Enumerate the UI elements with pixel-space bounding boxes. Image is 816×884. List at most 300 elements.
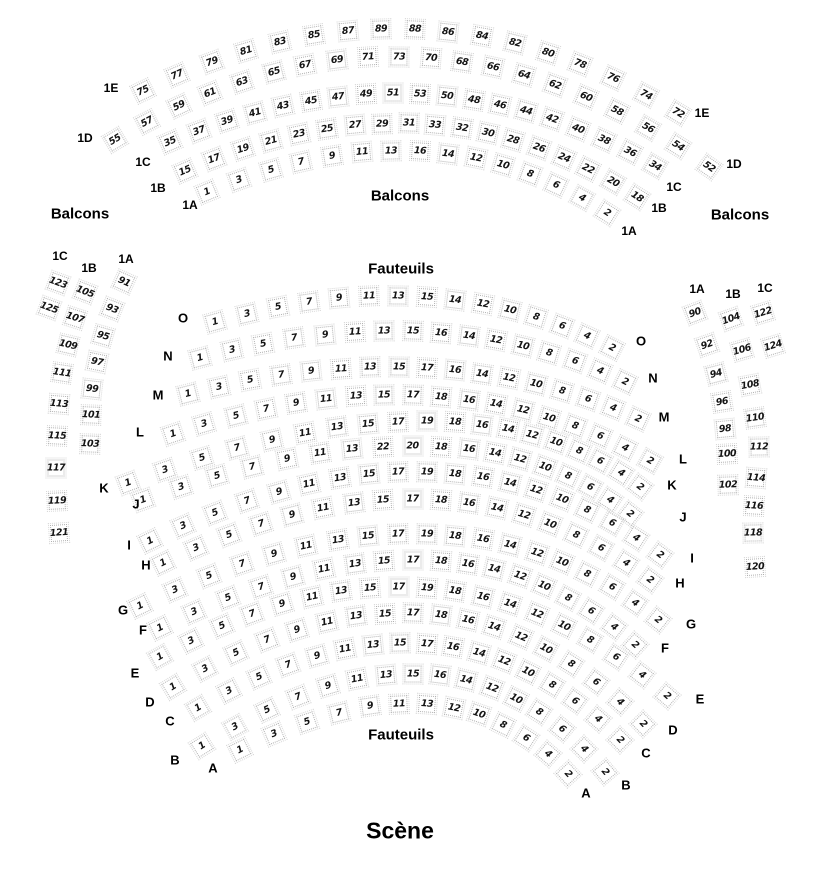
- seat-C-8[interactable]: [540, 674, 563, 697]
- seat-K-12[interactable]: [522, 424, 543, 445]
- seat-L-7[interactable]: [256, 399, 276, 419]
- seat-J-10[interactable]: [534, 456, 556, 478]
- seat-C-16[interactable]: [443, 637, 463, 657]
- seat-J-5[interactable]: [207, 466, 228, 487]
- seat-1C-42[interactable]: [542, 108, 564, 130]
- seat-E-3[interactable]: [180, 629, 203, 652]
- seat-1C-53[interactable]: [411, 85, 429, 103]
- seat-G-11[interactable]: [296, 536, 316, 556]
- seat-C-12[interactable]: [493, 650, 515, 672]
- seat-N-7[interactable]: [285, 329, 304, 348]
- seat-A-4[interactable]: [536, 742, 560, 766]
- seat-G-2[interactable]: [646, 608, 670, 632]
- seat-L-1B-111[interactable]: [52, 363, 71, 382]
- seat-1A-4[interactable]: [570, 186, 593, 209]
- seat-1D-58[interactable]: [605, 100, 628, 123]
- seat-B-10[interactable]: [504, 687, 527, 710]
- seat-F-13[interactable]: [345, 554, 364, 573]
- seat-B-3[interactable]: [223, 715, 246, 738]
- seat-1D-52[interactable]: [697, 155, 721, 179]
- seat-R-1A-96[interactable]: [712, 392, 732, 412]
- seat-G-13[interactable]: [328, 531, 348, 551]
- seat-O-14[interactable]: [446, 290, 465, 309]
- seat-L-14[interactable]: [486, 394, 506, 414]
- seat-F-7[interactable]: [250, 576, 271, 597]
- seat-I-13[interactable]: [330, 468, 349, 487]
- seat-I-5[interactable]: [204, 502, 226, 524]
- seat-H-14[interactable]: [487, 498, 507, 518]
- seat-1C-46[interactable]: [490, 95, 510, 115]
- seat-D-18[interactable]: [431, 606, 450, 625]
- seat-C-2[interactable]: [608, 728, 632, 752]
- seat-I-4[interactable]: [625, 526, 649, 550]
- seat-1E-88[interactable]: [406, 20, 424, 38]
- seat-O-7[interactable]: [300, 292, 319, 311]
- seat-1D-67[interactable]: [295, 55, 315, 75]
- seat-L-2[interactable]: [638, 449, 661, 472]
- seat-F-5[interactable]: [217, 587, 239, 609]
- seat-I-2[interactable]: [648, 543, 672, 567]
- seat-1D-73[interactable]: [391, 48, 408, 65]
- seat-E-19[interactable]: [418, 579, 436, 597]
- seat-1C-47[interactable]: [329, 87, 348, 106]
- seat-E-11[interactable]: [302, 587, 322, 607]
- seat-B-13[interactable]: [376, 665, 395, 684]
- seat-N-2[interactable]: [614, 371, 637, 394]
- seat-E-5[interactable]: [210, 615, 232, 637]
- seat-R-1C-124[interactable]: [762, 335, 783, 356]
- seat-1B-32[interactable]: [452, 118, 471, 137]
- seat-D-5[interactable]: [225, 642, 248, 665]
- seat-1D-64[interactable]: [513, 65, 534, 86]
- seat-O-3[interactable]: [237, 304, 257, 324]
- seat-1E-76[interactable]: [602, 67, 625, 90]
- seat-R-1A-94[interactable]: [706, 364, 727, 385]
- seat-1D-66[interactable]: [483, 57, 503, 77]
- seat-H-3[interactable]: [185, 537, 207, 559]
- seat-I-17[interactable]: [390, 463, 408, 481]
- seat-1E-74[interactable]: [634, 83, 657, 106]
- seat-I-16[interactable]: [473, 468, 493, 488]
- seat-K-1[interactable]: [117, 472, 139, 494]
- seat-J-6[interactable]: [578, 475, 601, 498]
- seat-E-1[interactable]: [148, 645, 171, 668]
- seat-C-14[interactable]: [468, 643, 489, 664]
- seat-1D-57[interactable]: [135, 111, 158, 134]
- seat-H-9[interactable]: [282, 504, 303, 525]
- seat-L-1A-97[interactable]: [87, 352, 107, 372]
- seat-E-14[interactable]: [499, 594, 520, 615]
- seat-G-3[interactable]: [163, 579, 185, 601]
- seat-O-15[interactable]: [418, 288, 436, 306]
- seat-M-14[interactable]: [473, 364, 492, 383]
- seat-G-17[interactable]: [389, 525, 407, 543]
- seat-N-10[interactable]: [513, 336, 533, 356]
- seat-K-13[interactable]: [327, 418, 346, 437]
- seat-1D-71[interactable]: [359, 48, 377, 66]
- seat-C-17[interactable]: [418, 635, 436, 653]
- seat-B-15[interactable]: [405, 665, 422, 682]
- seat-B-9[interactable]: [317, 676, 338, 697]
- seat-L-12[interactable]: [512, 400, 533, 421]
- seat-K-8[interactable]: [567, 440, 589, 462]
- seat-F-15[interactable]: [375, 552, 393, 570]
- seat-1C-39[interactable]: [216, 110, 237, 131]
- seat-L-1[interactable]: [162, 423, 183, 444]
- seat-L-1A-103[interactable]: [81, 435, 99, 453]
- seat-D-3[interactable]: [193, 657, 216, 680]
- seat-1E-87[interactable]: [339, 22, 358, 41]
- seat-A-8[interactable]: [492, 713, 515, 736]
- seat-J-13[interactable]: [343, 440, 362, 459]
- seat-G-14[interactable]: [500, 535, 521, 556]
- seat-R-1B-114[interactable]: [747, 469, 765, 487]
- seat-I-12[interactable]: [525, 479, 546, 500]
- seat-R-1A-92[interactable]: [696, 334, 718, 356]
- seat-M-2[interactable]: [627, 408, 650, 431]
- seat-F-10[interactable]: [533, 575, 555, 597]
- seat-G-1[interactable]: [129, 595, 152, 618]
- seat-M-7[interactable]: [271, 366, 290, 385]
- seat-1B-19[interactable]: [232, 138, 253, 159]
- seat-C-7[interactable]: [277, 654, 299, 676]
- seat-A-12[interactable]: [444, 698, 464, 718]
- seat-R-1B-106[interactable]: [731, 339, 752, 360]
- seat-J-9[interactable]: [277, 449, 297, 469]
- seat-J-3[interactable]: [170, 477, 191, 498]
- seat-1B-18[interactable]: [625, 185, 649, 209]
- seat-1C-37[interactable]: [188, 120, 210, 142]
- seat-G-12[interactable]: [526, 542, 547, 563]
- seat-H-18[interactable]: [432, 491, 450, 509]
- seat-1D-56[interactable]: [636, 116, 659, 139]
- seat-1E-83[interactable]: [270, 32, 290, 52]
- seat-M-5[interactable]: [240, 370, 260, 390]
- seat-M-9[interactable]: [302, 362, 321, 381]
- seat-F-8[interactable]: [557, 586, 580, 609]
- seat-1D-65[interactable]: [263, 62, 284, 83]
- seat-M-3[interactable]: [209, 376, 229, 396]
- seat-A-3[interactable]: [263, 723, 285, 745]
- seat-E-6[interactable]: [604, 645, 628, 669]
- seat-D-8[interactable]: [559, 653, 583, 677]
- seat-M-6[interactable]: [577, 388, 599, 410]
- seat-D-1[interactable]: [161, 675, 184, 698]
- seat-F-17[interactable]: [404, 551, 421, 568]
- seat-K-10[interactable]: [545, 431, 567, 453]
- seat-I-15[interactable]: [360, 465, 379, 484]
- seat-J-12[interactable]: [510, 449, 531, 470]
- seat-K-14[interactable]: [498, 419, 518, 439]
- seat-F-9[interactable]: [283, 567, 304, 588]
- seat-N-14[interactable]: [459, 326, 478, 345]
- seat-1B-28[interactable]: [503, 129, 524, 150]
- seat-R-1B-108[interactable]: [740, 375, 760, 395]
- seat-1E-78[interactable]: [569, 53, 591, 75]
- seat-1B-31[interactable]: [400, 115, 417, 132]
- seat-1B-21[interactable]: [261, 130, 282, 151]
- seat-F-1[interactable]: [149, 617, 172, 640]
- seat-L-1B-117[interactable]: [48, 460, 65, 477]
- seat-K-17[interactable]: [389, 413, 407, 431]
- seat-B-14[interactable]: [456, 670, 477, 691]
- seat-I-11[interactable]: [299, 474, 319, 494]
- seat-1A-12[interactable]: [466, 148, 486, 168]
- seat-1B-15[interactable]: [174, 160, 196, 182]
- seat-C-1[interactable]: [186, 696, 209, 719]
- seat-R-1A-100[interactable]: [718, 445, 736, 463]
- seat-H-2[interactable]: [638, 568, 662, 592]
- seat-A-2[interactable]: [556, 762, 580, 786]
- seat-L-1A-91[interactable]: [113, 271, 135, 293]
- seat-1A-5[interactable]: [260, 159, 281, 180]
- seat-A-9[interactable]: [360, 697, 379, 716]
- seat-I-14[interactable]: [499, 473, 519, 493]
- seat-1A-6[interactable]: [545, 173, 568, 196]
- seat-D-10[interactable]: [535, 638, 558, 661]
- seat-M-10[interactable]: [526, 374, 547, 395]
- seat-E-9[interactable]: [271, 594, 292, 615]
- seat-1C-43[interactable]: [273, 96, 293, 116]
- seat-E-2[interactable]: [655, 684, 679, 708]
- seat-C-11[interactable]: [335, 639, 355, 659]
- seat-O-5[interactable]: [268, 297, 288, 317]
- seat-K-4[interactable]: [609, 462, 632, 485]
- seat-1C-45[interactable]: [301, 91, 321, 111]
- seat-1B-29[interactable]: [373, 115, 391, 133]
- seat-O-8[interactable]: [525, 306, 546, 327]
- seat-I-9[interactable]: [268, 481, 289, 502]
- seat-B-2[interactable]: [593, 760, 617, 784]
- seat-K-11[interactable]: [295, 423, 315, 443]
- seat-A-11[interactable]: [390, 695, 408, 713]
- seat-D-7[interactable]: [256, 629, 278, 651]
- seat-L-1C-123[interactable]: [47, 272, 69, 294]
- seat-1D-62[interactable]: [544, 74, 566, 96]
- seat-L-9[interactable]: [287, 394, 306, 413]
- seat-G-10[interactable]: [551, 551, 573, 573]
- seat-I-10[interactable]: [551, 488, 573, 510]
- seat-L-1A-99[interactable]: [83, 380, 102, 399]
- seat-L-11[interactable]: [317, 390, 336, 409]
- seat-1B-26[interactable]: [528, 137, 550, 159]
- seat-1E-75[interactable]: [132, 80, 155, 103]
- seat-F-6[interactable]: [580, 599, 604, 623]
- seat-D-17[interactable]: [404, 604, 422, 622]
- seat-I-19[interactable]: [418, 463, 435, 480]
- seat-R-1A-102[interactable]: [719, 476, 737, 494]
- seat-G-16[interactable]: [473, 530, 493, 550]
- seat-J-22[interactable]: [374, 438, 392, 456]
- seat-1A-10[interactable]: [493, 154, 514, 175]
- seat-K-9[interactable]: [261, 429, 281, 449]
- seat-E-8[interactable]: [578, 629, 601, 652]
- seat-M-12[interactable]: [499, 368, 519, 388]
- seat-H-12[interactable]: [513, 504, 534, 525]
- seat-C-13[interactable]: [364, 636, 383, 655]
- seat-1B-17[interactable]: [203, 148, 225, 170]
- seat-G-7[interactable]: [231, 554, 252, 575]
- seat-1C-48[interactable]: [464, 90, 483, 109]
- seat-1A-3[interactable]: [228, 169, 250, 191]
- seat-C-9[interactable]: [307, 646, 328, 667]
- seat-B-5[interactable]: [255, 699, 278, 722]
- seat-K-3[interactable]: [155, 459, 177, 481]
- seat-1B-20[interactable]: [601, 171, 624, 194]
- seat-E-7[interactable]: [241, 603, 263, 625]
- seat-J-18[interactable]: [432, 438, 450, 456]
- seat-N-3[interactable]: [222, 340, 242, 360]
- seat-L-17[interactable]: [404, 387, 422, 405]
- seat-L-1B-121[interactable]: [50, 524, 68, 542]
- seat-1D-54[interactable]: [667, 135, 690, 158]
- seat-L-1A-95[interactable]: [93, 326, 114, 347]
- seat-F-16[interactable]: [458, 554, 477, 573]
- seat-1E-81[interactable]: [235, 40, 256, 61]
- seat-O-13[interactable]: [390, 287, 407, 304]
- seat-F-12[interactable]: [509, 566, 531, 588]
- seat-J-4[interactable]: [599, 488, 623, 512]
- seat-N-9[interactable]: [315, 325, 334, 344]
- seat-N-8[interactable]: [539, 342, 560, 363]
- seat-I-18[interactable]: [446, 464, 465, 483]
- seat-B-16[interactable]: [431, 666, 450, 685]
- seat-1C-51[interactable]: [384, 85, 401, 102]
- seat-G-4[interactable]: [623, 591, 647, 615]
- seat-L-1A-93[interactable]: [101, 298, 123, 320]
- seat-1C-40[interactable]: [567, 118, 589, 140]
- seat-L-18[interactable]: [432, 388, 450, 406]
- seat-1D-70[interactable]: [421, 49, 439, 67]
- seat-1E-79[interactable]: [201, 51, 223, 73]
- seat-D-2[interactable]: [631, 712, 655, 736]
- seat-1C-34[interactable]: [643, 154, 666, 177]
- seat-O-4[interactable]: [576, 325, 598, 347]
- seat-D-14[interactable]: [484, 617, 505, 638]
- seat-N-4[interactable]: [589, 360, 611, 382]
- seat-F-3[interactable]: [183, 601, 205, 623]
- seat-J-16[interactable]: [459, 440, 478, 459]
- seat-R-1B-116[interactable]: [745, 497, 763, 515]
- seat-G-9[interactable]: [264, 544, 285, 565]
- seat-N-5[interactable]: [253, 334, 273, 354]
- seat-I-1[interactable]: [139, 530, 162, 553]
- seat-L-1B-105[interactable]: [74, 281, 96, 303]
- seat-D-6[interactable]: [584, 670, 608, 694]
- seat-R-1B-110[interactable]: [745, 408, 764, 427]
- seat-1E-80[interactable]: [537, 42, 558, 63]
- seat-L-13[interactable]: [346, 387, 364, 405]
- seat-1B-33[interactable]: [426, 116, 444, 134]
- seat-K-7[interactable]: [227, 438, 248, 459]
- seat-M-17[interactable]: [418, 359, 436, 377]
- seat-E-18[interactable]: [445, 582, 464, 601]
- seat-1C-50[interactable]: [438, 87, 457, 106]
- seat-N-1[interactable]: [190, 348, 211, 369]
- seat-M-15[interactable]: [390, 358, 407, 375]
- seat-F-4[interactable]: [602, 615, 626, 639]
- seat-R-1B-104[interactable]: [720, 308, 742, 330]
- seat-R-1B-118[interactable]: [744, 524, 761, 541]
- seat-M-4[interactable]: [602, 397, 624, 419]
- seat-G-18[interactable]: [446, 526, 465, 545]
- seat-N-16[interactable]: [432, 324, 450, 342]
- seat-A-10[interactable]: [468, 704, 490, 726]
- seat-L-1B-119[interactable]: [48, 492, 66, 510]
- seat-R-1C-122[interactable]: [752, 302, 773, 323]
- seat-B-12[interactable]: [481, 677, 503, 699]
- seat-L-10[interactable]: [538, 407, 559, 428]
- seat-1B-24[interactable]: [552, 146, 574, 168]
- seat-K-2[interactable]: [628, 475, 652, 499]
- seat-G-19[interactable]: [418, 525, 435, 542]
- seat-D-4[interactable]: [608, 690, 632, 714]
- seat-K-19[interactable]: [418, 412, 435, 429]
- seat-1C-49[interactable]: [357, 85, 375, 103]
- seat-1A-14[interactable]: [439, 144, 458, 163]
- seat-O-2[interactable]: [601, 337, 624, 360]
- seat-1E-89[interactable]: [373, 20, 390, 37]
- seat-I-3[interactable]: [172, 515, 194, 537]
- seat-R-1B-120[interactable]: [746, 558, 764, 576]
- seat-1C-36[interactable]: [618, 141, 641, 164]
- seat-C-3[interactable]: [217, 680, 240, 703]
- seat-M-8[interactable]: [552, 380, 573, 401]
- seat-J-8[interactable]: [556, 465, 578, 487]
- seat-N-11[interactable]: [346, 323, 364, 341]
- seat-H-11[interactable]: [313, 498, 333, 518]
- seat-E-4[interactable]: [630, 663, 654, 687]
- seat-1B-25[interactable]: [317, 119, 336, 138]
- seat-D-11[interactable]: [317, 612, 337, 632]
- seat-C-15[interactable]: [392, 635, 409, 652]
- seat-H-15[interactable]: [374, 491, 392, 509]
- seat-L-1B-115[interactable]: [48, 427, 66, 445]
- seat-E-15[interactable]: [361, 579, 379, 597]
- seat-O-6[interactable]: [551, 315, 573, 337]
- seat-1C-38[interactable]: [593, 128, 616, 151]
- seat-1E-77[interactable]: [166, 64, 188, 86]
- seat-L-8[interactable]: [564, 415, 586, 437]
- seat-L-1B-109[interactable]: [58, 335, 78, 355]
- seat-D-16[interactable]: [458, 610, 478, 630]
- seat-L-1B-113[interactable]: [50, 395, 68, 413]
- seat-E-10[interactable]: [552, 615, 575, 638]
- seat-D-15[interactable]: [376, 605, 394, 623]
- seat-K-18[interactable]: [446, 413, 464, 431]
- seat-B-4[interactable]: [572, 737, 596, 761]
- seat-E-17[interactable]: [390, 578, 407, 595]
- seat-R-1A-90[interactable]: [684, 302, 706, 324]
- seat-G-5[interactable]: [198, 565, 220, 587]
- seat-1E-86[interactable]: [439, 22, 458, 41]
- seat-1C-41[interactable]: [245, 102, 266, 123]
- seat-1C-35[interactable]: [159, 131, 181, 153]
- seat-1B-30[interactable]: [477, 123, 497, 143]
- seat-N-15[interactable]: [404, 323, 422, 341]
- seat-F-14[interactable]: [484, 559, 505, 580]
- seat-A-5[interactable]: [297, 711, 319, 733]
- seat-E-12[interactable]: [526, 603, 548, 625]
- seat-1C-44[interactable]: [516, 101, 537, 122]
- seat-M-1[interactable]: [178, 384, 199, 405]
- seat-F-11[interactable]: [314, 559, 334, 579]
- seat-B-6[interactable]: [550, 717, 574, 741]
- seat-O-10[interactable]: [499, 299, 520, 320]
- seat-1D-60[interactable]: [575, 86, 597, 108]
- seat-G-15[interactable]: [359, 527, 378, 546]
- seat-1A-7[interactable]: [291, 152, 311, 172]
